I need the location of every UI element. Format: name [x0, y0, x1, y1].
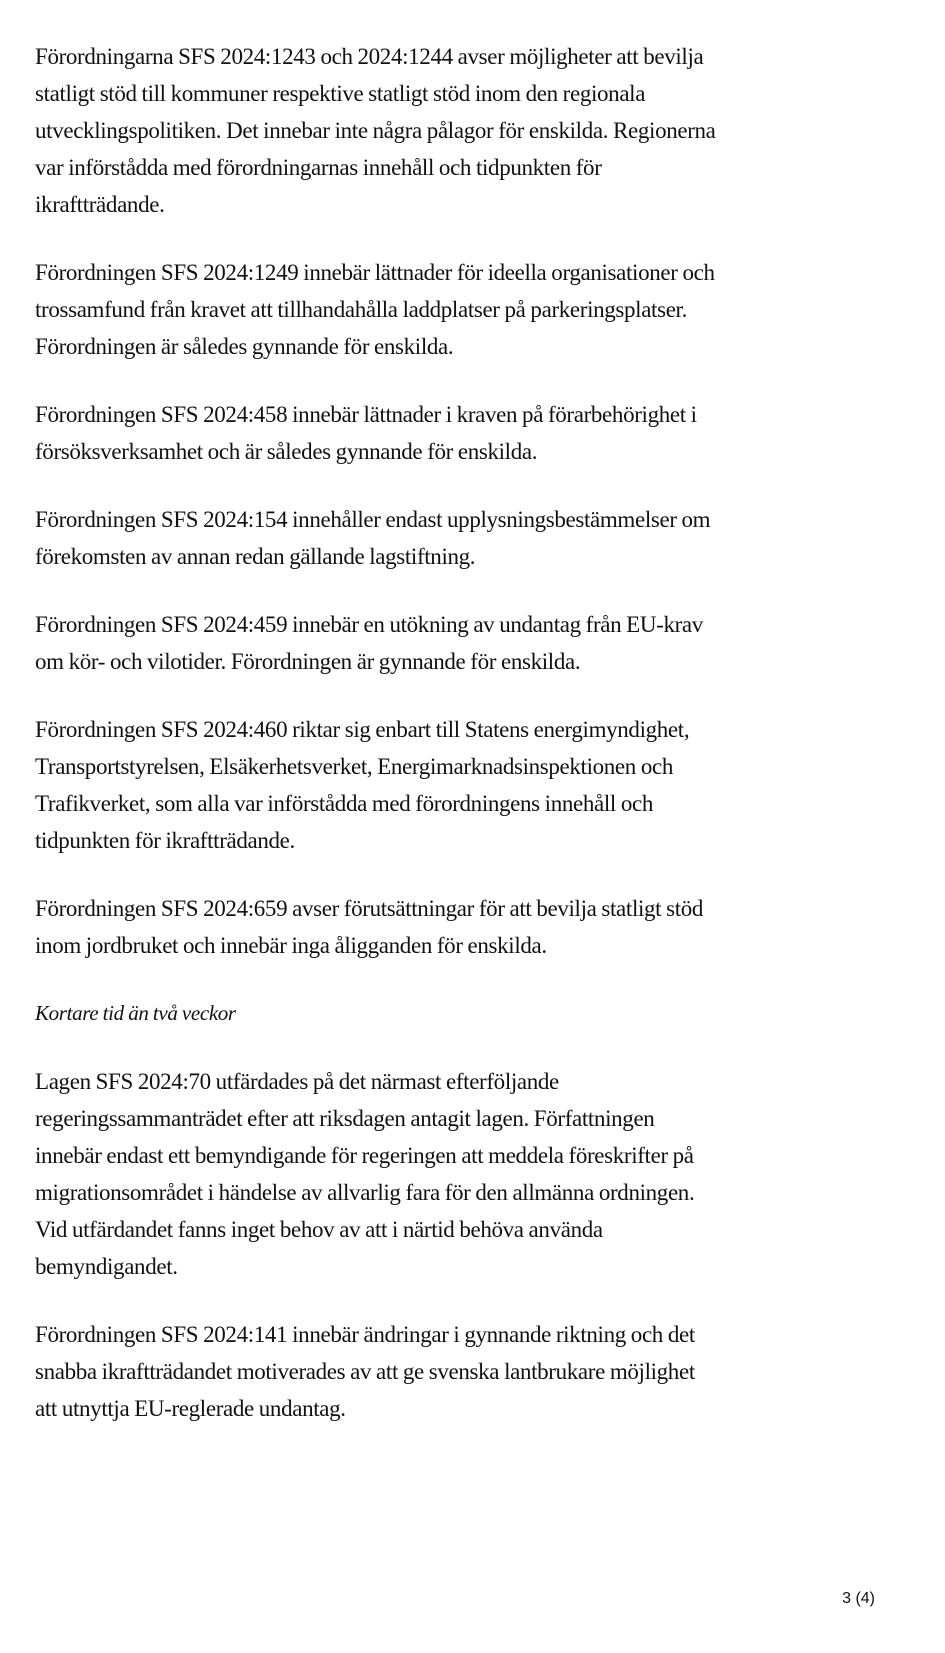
text-line: Förordningen SFS 2024:1249 innebär lättnader för ideella organisationer och: [35, 260, 715, 285]
page-number: 3 (4): [842, 1590, 875, 1607]
text-line: Lagen SFS 2024:70 utfärdades på det närmast efterföljande: [35, 1069, 559, 1094]
paragraph-sfs-2024-460: [35, 711, 915, 859]
paragraph-sfs-2024-659: [35, 890, 915, 964]
text-line: försöksverksamhet och är således gynnande för enskilda.: [35, 439, 538, 464]
paragraph-sfs-2024-154: [35, 501, 915, 575]
paragraph-sfs-2024-1249: [35, 254, 915, 365]
text-line: innebär endast ett bemyndigande för regeringen att meddela föreskrifter på: [35, 1143, 694, 1168]
text-line: om kör- och vilotider. Förordningen är gynnande för enskilda.: [35, 649, 581, 674]
text-line: tidpunkten för ikraftträdande.: [35, 828, 295, 853]
text-line: regeringssammanträdet efter att riksdagen antagit lagen. Författningen: [35, 1106, 655, 1131]
text-line: Trafikverket, som alla var införstådda med förordningens innehåll och: [35, 791, 654, 816]
text-line: Transportstyrelsen, Elsäkerhetsverket, Energimarknadsinspektionen och: [35, 754, 674, 779]
text-line: migrationsområdet i händelse av allvarlig fara för den allmänna ordningen.: [35, 1180, 695, 1205]
text-line: Förordningen är således gynnande för enskilda.: [35, 334, 454, 359]
paragraph-sfs-2024-70: [35, 1063, 915, 1285]
text-line: Förordningen SFS 2024:459 innebär en utökning av undantag från EU-krav: [35, 612, 703, 637]
text-line: statligt stöd till kommuner respektive statligt stöd inom den regionala: [35, 81, 646, 106]
text-line: förekomsten av annan redan gällande lagstiftning.: [35, 544, 476, 569]
text-line: ikraftträdande.: [35, 192, 165, 217]
text-line: trossamfund från kravet att tillhandahålla laddplatser på parkeringsplatser.: [35, 297, 687, 322]
text-line: utvecklingspolitiken. Det innebar inte några pålagor för enskilda. Regionerna: [35, 118, 716, 143]
text-line: var införstådda med förordningarnas innehåll och tidpunkten för: [35, 155, 602, 180]
text-line: Förordningen SFS 2024:141 innebär ändringar i gynnande riktning och det: [35, 1322, 695, 1347]
document-body: [35, 38, 915, 1458]
text-line: att utnyttja EU-reglerade undantag.: [35, 1396, 346, 1421]
text-line: Vid utfärdandet fanns inget behov av att i närtid behöva använda: [35, 1217, 603, 1242]
text-line: bemyndigandet.: [35, 1254, 178, 1279]
text-line: inom jordbruket och innebär inga åligganden för enskilda.: [35, 933, 547, 958]
text-line: Förordningen SFS 2024:154 innehåller endast upplysningsbestämmelser om: [35, 507, 711, 532]
paragraph-sfs-2024-1243-1244: [35, 38, 915, 223]
text-line: Förordningen SFS 2024:659 avser förutsättningar för att bevilja statligt stöd: [35, 896, 704, 921]
section-subheading: Kortare tid än två veckor: [35, 1001, 236, 1025]
paragraph-sfs-2024-459: [35, 606, 915, 680]
paragraph-sfs-2024-458: [35, 396, 915, 470]
text-line: Förordningen SFS 2024:460 riktar sig enbart till Statens energimyndighet,: [35, 717, 690, 742]
paragraph-sfs-2024-141: [35, 1316, 915, 1427]
text-line: Förordningarna SFS 2024:1243 och 2024:1244 avser möjligheter att bevilja: [35, 44, 704, 69]
text-line: snabba ikraftträdandet motiverades av att ge svenska lantbrukare möjlighet: [35, 1359, 695, 1384]
text-line: Förordningen SFS 2024:458 innebär lättnader i kraven på förarbehörighet i: [35, 402, 697, 427]
